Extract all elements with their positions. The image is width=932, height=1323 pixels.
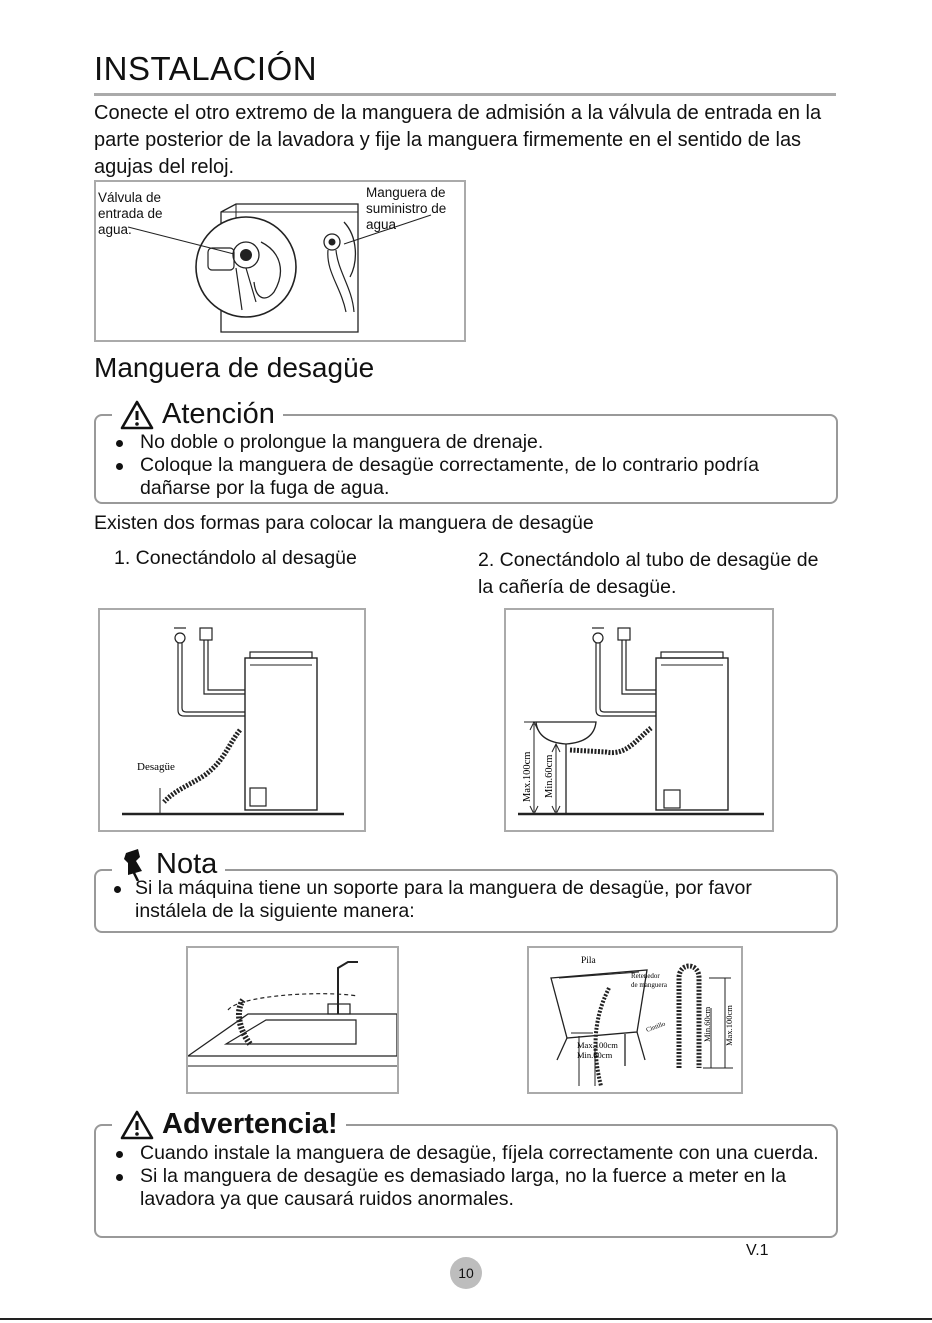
intro-paragraph: Conecte el otro extremo de la manguera de admisión a la válvula de entrada en la parte posterior de la lavadora y fije la manguera firmemente en el sentido de las agujas del reloj. (94, 102, 822, 178)
ways-intro: Existen dos formas para colocar la manguera de desagüe (94, 512, 594, 534)
faucet-sink-illustration (188, 948, 397, 1092)
version-label: V.1 (746, 1242, 769, 1259)
note-box (94, 847, 838, 933)
list-item: Si la máquina tiene un soporte para la manguera de desagüe, por favor instálela de la siguiente manera: (110, 877, 820, 923)
page-title: INSTALACIÓN (94, 50, 318, 87)
label-line: suministro de (366, 201, 447, 216)
note-title: Nota (156, 847, 218, 880)
warning-header (112, 1108, 346, 1141)
label-cintillo: Cintillo (645, 1020, 667, 1034)
label-line: Manguera de (366, 185, 446, 200)
label-line: agua (366, 217, 397, 232)
label-max-right: Max.100cm (724, 1005, 734, 1046)
pushpin-icon (120, 847, 148, 881)
tub-hose-illustration (529, 948, 741, 1092)
max-height-label: Max.100cm (522, 751, 533, 802)
attention-box (94, 398, 838, 504)
drain-floor-illustration (100, 610, 364, 830)
attention-header (112, 398, 283, 431)
page-number-badge: 10 (450, 1257, 482, 1289)
label-retenedor-1: Retenedor (631, 972, 660, 980)
label-max-bottom: Max.100cm (577, 1040, 618, 1050)
way-2-label: 2. Conectándolo al tubo de desagüe de la cañería de desagüe. (478, 549, 819, 598)
warning-title: Advertencia! (162, 1108, 338, 1140)
figure-drain-sink (504, 608, 774, 832)
list-item: Si la manguera de desagüe es demasiado larga, no la fuerce a meter en la lavadora ya que causará ruidos anormales. (112, 1165, 822, 1211)
section-heading-drain: Manguera de desagüe (94, 352, 375, 383)
label-min-right: Min.60cm (702, 1006, 712, 1042)
label-inlet-valve (98, 190, 163, 238)
label-line: Válvula de (98, 190, 162, 205)
drain-sink-illustration (506, 610, 772, 830)
drain-label: Desagüe (137, 761, 175, 773)
way-1-label: 1. Conectándolo al desagüe (114, 547, 357, 569)
warning-list (112, 1142, 822, 1211)
note-list (110, 877, 820, 923)
label-min-bottom: Min.60cm (577, 1050, 613, 1060)
warning-box (94, 1108, 838, 1238)
list-item: Coloque la manguera de desagüe correctamente, de lo contrario podría dañarse por la fuga de agua. (112, 454, 822, 500)
title-divider (94, 93, 836, 96)
bottom-divider (0, 1318, 932, 1320)
figure-tub-hose-holder (527, 946, 743, 1094)
min-height-label: Min.60cm (544, 754, 555, 798)
figure-faucet-sink (186, 946, 399, 1094)
figure-inlet-valve (94, 180, 466, 342)
warning-triangle-icon (120, 400, 154, 430)
attention-title: Atención (162, 398, 275, 430)
attention-list (112, 431, 822, 500)
list-item: No doble o prolongue la manguera de drenaje. (112, 431, 822, 454)
label-line: agua. (98, 222, 132, 237)
list-item: Cuando instale la manguera de desagüe, fíjela correctamente con una cuerda. (112, 1142, 822, 1165)
label-line: entrada de (98, 206, 163, 221)
figure-drain-floor (98, 608, 366, 832)
warning-triangle-icon (120, 1110, 154, 1140)
note-header (112, 847, 225, 881)
label-pila: Pila (581, 956, 596, 966)
label-supply-hose (366, 185, 446, 233)
label-retenedor-2: de manguera (631, 981, 667, 989)
